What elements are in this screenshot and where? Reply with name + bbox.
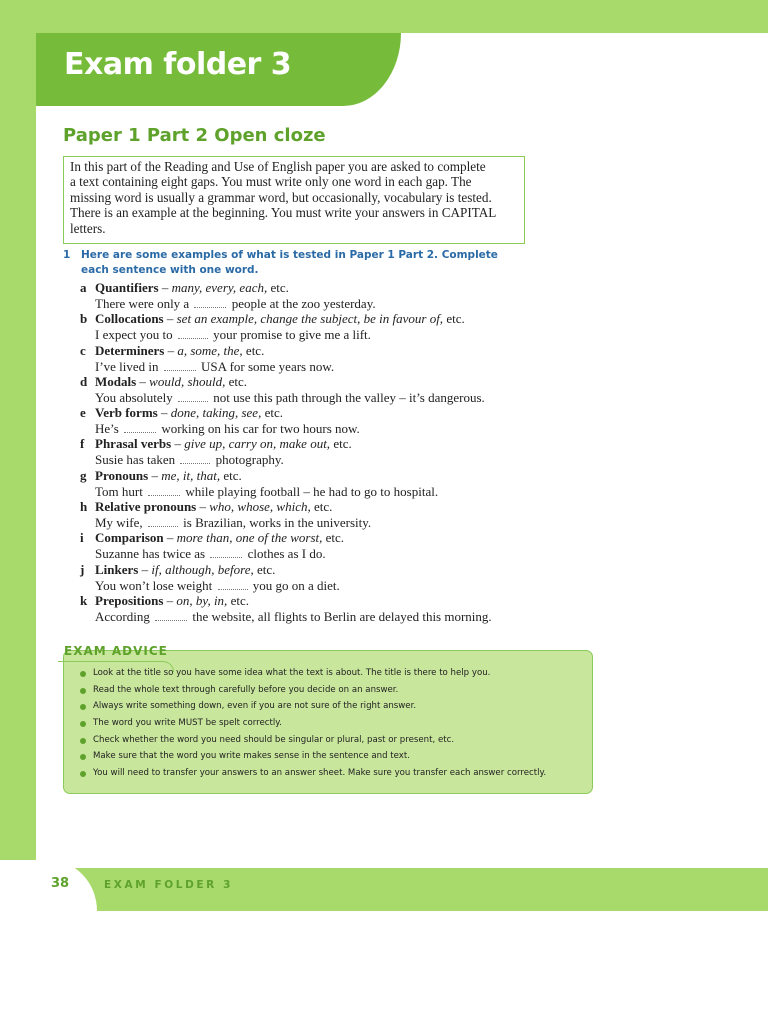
left-band bbox=[0, 0, 36, 868]
item-examples: who, whose, which, bbox=[209, 499, 311, 515]
item-suffix: etc. bbox=[261, 405, 283, 421]
advice-text: Always write something down, even if you are not sure of the right answer. bbox=[93, 701, 417, 712]
example-item bbox=[80, 593, 540, 624]
example-item bbox=[80, 436, 540, 467]
item-sentence bbox=[95, 484, 438, 500]
answer-gap[interactable] bbox=[178, 391, 208, 402]
item-letter: e bbox=[80, 405, 86, 421]
intro-line: letters. bbox=[70, 220, 106, 236]
item-term: Pronouns bbox=[95, 467, 149, 483]
item-letter: k bbox=[80, 592, 88, 608]
advice-text: The word you write MUST be spelt correctly. bbox=[93, 718, 282, 729]
item-definition: Verb forms – done, taking, see, etc. bbox=[95, 405, 283, 421]
example-list bbox=[80, 280, 540, 624]
item-sentence bbox=[95, 359, 334, 375]
example-item bbox=[80, 374, 540, 405]
item-sentence bbox=[95, 421, 360, 437]
answer-gap[interactable] bbox=[148, 485, 180, 496]
item-term: Quantifiers bbox=[95, 280, 159, 295]
intro-line: There is an example at the beginning. You must write your answers in CAPITAL bbox=[70, 205, 497, 221]
sentence-after: you go on a diet. bbox=[252, 577, 340, 593]
sentence-after: clothes as I do. bbox=[247, 546, 326, 562]
example-item bbox=[80, 499, 540, 530]
advice-text: You will need to transfer your answers to an answer sheet. Make sure you transfer each answer correctly. bbox=[93, 768, 547, 779]
item-definition: Prepositions – on, by, in, etc. bbox=[95, 592, 249, 608]
item-sentence bbox=[95, 296, 376, 312]
item-examples: give up, carry on, make out, bbox=[184, 436, 331, 452]
example-item bbox=[80, 468, 540, 499]
example-item bbox=[80, 405, 540, 436]
advice-item bbox=[80, 701, 580, 718]
item-letter: a bbox=[80, 280, 87, 295]
sentence-after: working on his car for two hours now. bbox=[161, 421, 360, 437]
advice-item bbox=[80, 668, 580, 685]
item-examples: if, although, before, bbox=[151, 561, 254, 577]
section-subtitle: Paper 1 Part 2 Open cloze bbox=[63, 125, 326, 146]
sentence-before: You won’t lose weight bbox=[95, 577, 213, 593]
sentence-before: Susie has taken bbox=[95, 452, 176, 468]
example-item bbox=[80, 280, 540, 311]
answer-gap[interactable] bbox=[148, 516, 178, 527]
item-examples: many, every, each, bbox=[171, 280, 268, 295]
item-suffix: etc. bbox=[220, 467, 242, 483]
advice-item bbox=[80, 768, 580, 785]
sentence-before: Suzanne has twice as bbox=[95, 546, 206, 562]
item-sentence bbox=[95, 390, 485, 406]
example-item bbox=[80, 311, 540, 342]
answer-gap[interactable] bbox=[124, 422, 156, 433]
item-term: Comparison bbox=[95, 530, 164, 546]
item-examples: done, taking, see, bbox=[170, 405, 262, 421]
intro-line: In this part of the Reading and Use of English paper you are asked to complete bbox=[70, 159, 486, 174]
sentence-before: My wife, bbox=[95, 515, 143, 531]
answer-gap[interactable] bbox=[164, 360, 196, 371]
item-definition: Comparison – more than, one of the worst, etc. bbox=[95, 530, 345, 546]
sentence-before: There were only a bbox=[95, 296, 190, 311]
answer-gap[interactable] bbox=[155, 610, 187, 621]
item-definition: Linkers – if, although, before, etc. bbox=[95, 561, 276, 577]
intro-line: missing word is usually a grammar word, but occasionally, vocabulary is tested. bbox=[70, 189, 492, 205]
item-sentence bbox=[95, 515, 371, 531]
advice-text: Read the whole text through carefully before you decide on an answer. bbox=[93, 684, 399, 695]
intro-box bbox=[63, 156, 525, 244]
page-title: Exam folder 3 bbox=[64, 47, 292, 82]
sentence-after: while playing football – he had to go to hospital. bbox=[185, 483, 439, 499]
sentence-before: I expect you to bbox=[95, 327, 173, 343]
page-number: 38 bbox=[51, 876, 70, 891]
item-suffix: etc. bbox=[225, 373, 248, 389]
example-item bbox=[80, 343, 540, 374]
item-suffix: etc. bbox=[310, 499, 333, 515]
item-definition: Pronouns – me, it, that, etc. bbox=[95, 467, 242, 483]
item-term: Phrasal verbs bbox=[95, 436, 172, 452]
item-letter: f bbox=[80, 436, 85, 452]
item-examples: me, it, that, bbox=[161, 467, 221, 483]
item-sentence bbox=[95, 452, 284, 468]
item-definition: Relative pronouns – who, whose, which, etc. bbox=[95, 499, 333, 515]
intro-line: a text containing eight gaps. You must write only one word in each gap. The bbox=[70, 174, 472, 190]
sentence-after: not use this path through the valley – it’s dangerous. bbox=[213, 389, 485, 405]
example-item bbox=[80, 530, 540, 561]
sentence-before: Tom hurt bbox=[95, 483, 143, 499]
item-suffix: etc. bbox=[267, 280, 289, 295]
bullet-icon bbox=[80, 738, 86, 744]
item-sentence bbox=[95, 327, 371, 343]
item-sentence bbox=[95, 546, 326, 562]
item-examples: would, should, bbox=[149, 373, 226, 389]
item-suffix: etc. bbox=[242, 342, 265, 358]
item-letter: j bbox=[80, 561, 85, 577]
exam-advice-label: EXAM ADVICE bbox=[64, 644, 168, 658]
sentence-before: I’ve lived in bbox=[95, 358, 159, 374]
answer-gap[interactable] bbox=[194, 297, 226, 308]
answer-gap[interactable] bbox=[218, 579, 248, 590]
item-definition: Quantifiers – many, every, each, etc. bbox=[95, 280, 289, 295]
item-term: Determiners bbox=[95, 342, 165, 358]
item-definition: Modals – would, should, etc. bbox=[95, 373, 248, 389]
question-text: Here are some examples of what is tested in Paper 1 Part 2. Complete each sentence with one word. bbox=[81, 249, 498, 276]
item-suffix: etc. bbox=[322, 530, 345, 546]
advice-item bbox=[80, 751, 580, 768]
item-letter: i bbox=[80, 530, 84, 546]
advice-item bbox=[80, 718, 580, 735]
item-term: Prepositions bbox=[95, 592, 164, 608]
bullet-icon bbox=[80, 704, 86, 710]
sentence-after: is Brazilian, works in the university. bbox=[183, 515, 372, 531]
item-sentence bbox=[95, 578, 340, 594]
item-definition: Determiners – a, some, the, etc. bbox=[95, 342, 265, 358]
sentence-after: the website, all flights to Berlin are delayed this morning. bbox=[192, 608, 492, 624]
item-examples: set an example, change the subject, be in favour of, bbox=[176, 311, 444, 327]
question-number: 1 bbox=[63, 249, 71, 261]
item-sentence bbox=[95, 609, 492, 625]
bullet-icon bbox=[80, 721, 86, 727]
item-definition: Collocations – set an example, change the subject, be in favour of, etc. bbox=[95, 311, 465, 327]
title-banner bbox=[36, 33, 401, 106]
item-suffix: etc. bbox=[227, 592, 249, 608]
advice-item bbox=[80, 685, 580, 702]
bullet-icon bbox=[80, 671, 86, 677]
item-term: Collocations bbox=[95, 311, 164, 327]
answer-gap[interactable] bbox=[178, 328, 208, 339]
sentence-after: photography. bbox=[215, 452, 284, 468]
bullet-icon bbox=[80, 754, 86, 760]
item-suffix: etc. bbox=[443, 311, 465, 327]
item-examples: more than, one of the worst, bbox=[176, 530, 323, 546]
item-letter: c bbox=[80, 342, 86, 358]
item-letter: g bbox=[80, 467, 87, 483]
advice-text: Look at the title so you have some idea what the text is about. The title is there to help you. bbox=[93, 668, 491, 678]
item-letter: h bbox=[80, 499, 88, 515]
sentence-after: your promise to give me a lift. bbox=[213, 327, 371, 343]
bullet-icon bbox=[80, 688, 86, 694]
item-letter: b bbox=[80, 311, 88, 327]
item-definition: Phrasal verbs – give up, carry on, make out, etc. bbox=[95, 436, 352, 452]
sentence-after: USA for some years now. bbox=[201, 358, 335, 374]
item-term: Relative pronouns bbox=[95, 499, 197, 515]
item-letter: d bbox=[80, 373, 88, 389]
item-examples: a, some, the, bbox=[177, 342, 243, 358]
bullet-icon bbox=[80, 771, 86, 777]
sentence-before: He’s bbox=[95, 421, 119, 437]
item-term: Modals bbox=[95, 373, 137, 389]
item-term: Linkers bbox=[95, 561, 139, 577]
example-item bbox=[80, 562, 540, 593]
item-suffix: etc. bbox=[253, 561, 276, 577]
footer-label: EXAM FOLDER 3 bbox=[104, 879, 234, 891]
top-band bbox=[0, 0, 768, 33]
item-examples: on, by, in, bbox=[176, 592, 228, 608]
answer-gap[interactable] bbox=[210, 547, 242, 558]
item-term: Verb forms bbox=[95, 405, 158, 421]
sentence-before: According bbox=[95, 608, 150, 624]
sentence-before: You absolutely bbox=[95, 389, 173, 405]
answer-gap[interactable] bbox=[180, 453, 210, 464]
advice-text: Make sure that the word you write makes sense in the sentence and text. bbox=[93, 751, 410, 762]
item-suffix: etc. bbox=[330, 436, 352, 452]
sentence-after: people at the zoo yesterday. bbox=[231, 296, 376, 311]
advice-text: Check whether the word you need should be singular or plural, past or present, etc. bbox=[93, 734, 455, 745]
advice-list bbox=[80, 668, 580, 785]
question-instruction bbox=[63, 248, 523, 278]
advice-item bbox=[80, 735, 580, 752]
